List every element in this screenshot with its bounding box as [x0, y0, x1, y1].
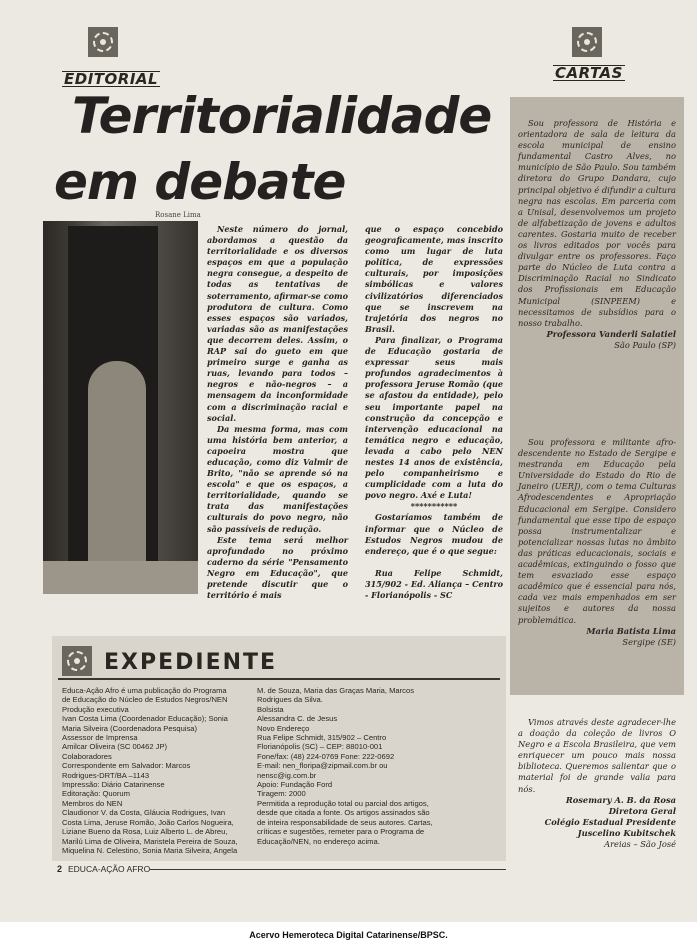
- expediente-line: Rodrigues-DRT/BA –1143: [62, 770, 150, 780]
- expediente-line: Apoio: Fundação Ford: [257, 780, 333, 790]
- expediente-line: de inteira responsabilidade de seus autores. Cartas,: [257, 817, 433, 827]
- editorial-photo: [43, 221, 198, 594]
- expediente-line: Bolsista: [257, 704, 284, 714]
- letter-place: São Paulo (SP): [614, 339, 676, 350]
- letter-signature: Rosemary A. B. da Rosa: [565, 794, 676, 805]
- expediente-line: Amilcar Oliveira (SC 00462 JP): [62, 742, 168, 752]
- letter-place: Areias – São José: [604, 839, 676, 850]
- expediente-line: E-mail: nen_floripa@zipmail.com.br ou: [257, 761, 388, 771]
- expediente-line: Editoração: Quorum: [62, 789, 130, 799]
- expediente-line: M. de Souza, Maria das Graças Maria, Marcos: [257, 686, 414, 695]
- editorial-paragraph: Este tema será melhor aprofundado no próximo caderno da série "Pensamento Negro em Educação", que pretende discutir que o território é mais: [207, 534, 348, 601]
- nen-logo-icon: [88, 27, 118, 57]
- expediente-line: de Educação do Núcleo de Estudos Negros/NEN: [62, 695, 228, 705]
- photo-credit: Rosane Lima: [155, 211, 201, 219]
- letter-signature: Professora Vanderli Salatiel: [546, 328, 676, 339]
- expediente-line: Colaboradores: [62, 751, 112, 761]
- footer-rule: [150, 869, 506, 870]
- editorial-paragraph: Para finalizar, o Programa de Educação gostaria de expressar seus mais profundos agradecimentos à professora Jeruse Romão (que se afastou da entidade), pelo seu importante papel na construção da concepção e intervenção educacional na temática negro e educação, levada a cabo pelo NEN nestes 14 anos de existência, pelo companheirismo e cumplicidade com a luta do povo negro. Axé e Luta!: [365, 334, 503, 501]
- letter-signature: Diretora Geral: [608, 805, 676, 816]
- nen-logo-icon: [62, 646, 92, 676]
- nen-logo-icon: [572, 27, 602, 57]
- letter-signature: Juscelino Kubitschek: [577, 827, 676, 838]
- editorial-paragraph: que o espaço concebido geograficamente, mas inscrito como um lugar de luta política, de expressões culturais, por imposições simbólicas e valores civilizatórios diferenciados que se inscrevem na trajetória dos negros no Brasil.: [365, 224, 503, 334]
- archive-credit: Acervo Hemeroteca Digital Catarinense/BPSC.: [249, 930, 448, 940]
- expediente-line: Membros do NEN: [62, 798, 123, 808]
- expediente-line: críticas e sugestões, remeter para o Programa de: [257, 827, 425, 837]
- letter-1: [518, 118, 676, 351]
- page-number: 2: [57, 864, 63, 874]
- expediente-line: Educação/NEN, no endereço acima.: [257, 836, 380, 846]
- expediente-line: Tiragem: 2000: [257, 789, 306, 799]
- expediente-line: Rua Felipe Schmidt, 315/902 – Centro: [257, 733, 387, 743]
- expediente-line: Impressão: Diário Catarinense: [62, 780, 165, 790]
- letter-text: Sou professora e militante afro-descendente no Estado de Sergipe e mestranda em Educação pela Universidade do Estado do Rio de Janeiro (UERJ), com o tema Culturas Afrodescendentes e Apropriação Educacional em Sergipe. Considero fundamental que esse tipo de espaço possa instrumentalizar e potencializar nossas lutas no âmbito das práticas educacionais, sociais e acadêmicas, extinguindo o fosso que tem esvaziado esse espaço acadêmico que é essencial para nós, cada vez mais empenhados em ser sujeitos e autores da nossa problemática.: [518, 437, 676, 625]
- editorial-paragraph: Neste número do jornal, abordamos a questão da territorialidade e os diversos espaços em que a população negra consegue, a despeito de todas as tentativas de soterramento, afirmar-se como produtora de cultura. Como esses espaços são variados, variadas são as manifestações que decorrem deles. Assim, o RAP sai do gueto em que primeiro surge e ganha as ruas, levando para todos – negros e não-negros – a mensagem da inconformidade com a discriminação racial e social.: [207, 224, 348, 423]
- expediente-line: Claudionor V. da Costa, Gláucia Rodrigues, Ivan: [62, 808, 226, 818]
- expediente-line: Maria Silveira (Coordenadora Pesquisa): [62, 723, 198, 733]
- cartas-section-label: CARTAS: [555, 64, 623, 82]
- publication-brand: EDUCA-AÇÃO AFRO: [68, 864, 151, 874]
- letter-signature: Colégio Estadual Presidente: [544, 816, 676, 827]
- expediente-line: Ivan Costa Lima (Coordenador Educação); Sonia: [62, 714, 228, 724]
- headline-line-1: Territorialidade: [72, 87, 492, 145]
- headline-line-2: em debate: [54, 153, 346, 211]
- expediente-line: Permitida a reprodução total ou parcial dos artigos,: [257, 798, 429, 808]
- expediente-line: desde que citada a fonte. Os artigos assinados são: [257, 808, 430, 818]
- editorial-column-1: [207, 224, 348, 601]
- expediente-column-1: [62, 686, 252, 855]
- expediente-line: Correspondente em Salvador: Marcos: [62, 761, 191, 771]
- expediente-line: Liziane Bueno da Rosa, Luiz Alberto L. de Abreu,: [62, 827, 228, 837]
- expediente-line: Florianópolis (SC) – CEP: 88010-001: [257, 742, 383, 752]
- expediente-line: nensc@ig.com.br: [257, 770, 317, 780]
- letter-text: Sou professora de História e orientadora de sala de leitura da escola municipal de ensino fundamental Castro Alves, no município de São Paulo. Sou também diretora do Grupo Dandara, cujo principal objetivo é difundir a cultura negra nas escolas. Em parceria com a Unisal, desenvolvemos um projeto de alfabetização de jovens e adultos carentes. Gostaria muito de receber os livros editados por vocês para divulgar entre os professores. Faço parte do Núcleo de Luta contra a Discriminação Racial no Sindicato dos Profissionais em Educação Municipal (SINPEEM) e necessitamos de subsídios para o nosso trabalho.: [518, 118, 676, 328]
- expediente-line: Costa Lima, Jeruse Romão, João Carlos Nogueira,: [62, 817, 234, 827]
- expediente-line: Novo Endereço: [257, 723, 310, 733]
- expediente-title: EXPEDIENTE: [104, 650, 278, 675]
- editorial-paragraph: Gostaríamos também de informar que o Núcleo de Estudos Negros mudou de endereço, que é o que segue:: [365, 512, 503, 556]
- letter-3: [518, 717, 676, 850]
- editorial-section-label: EDITORIAL: [64, 70, 159, 88]
- expediente-line: Educa-Ação Afro é uma publicação do Programa: [62, 686, 227, 695]
- address: Rua Felipe Schmidt, 315/902 - Ed. Aliança – Centro - Florianópolis - SC: [365, 567, 503, 600]
- letter-signature: Maria Batista Lima: [586, 625, 676, 636]
- expediente-line: Alessandra C. de Jesus: [257, 714, 338, 724]
- letter-2: [518, 437, 676, 648]
- expediente-line: Fone/fax: (48) 224-0769 Fone: 222-0692: [257, 751, 395, 761]
- expediente-line: Produção executiva: [62, 704, 129, 714]
- letter-place: Sergipe (SE): [622, 636, 676, 647]
- expediente-column-2: [257, 686, 502, 846]
- expediente-line: Rodrigues da Silva.: [257, 695, 323, 705]
- expediente-line: Miquelina N. Celestino, Sonia Maria Silveira, Angela: [62, 845, 238, 855]
- expediente-line: Assessor de Imprensa: [62, 733, 138, 743]
- editorial-column-2: [365, 224, 503, 601]
- expediente-line: Marilú Lima de Oliveira, Maristela Pereira de Souza,: [62, 836, 238, 846]
- editorial-paragraph: Da mesma forma, mas com uma história bem anterior, a capoeira mostra que educação, como diz Valmir de Brito, "não se aprende só na escola" e que os espaços, a territorialidade, quando se trata das manifestações culturais do povo negro, não são passíveis de redução.: [207, 423, 348, 534]
- separator: ***********: [410, 501, 458, 512]
- letter-text: Vimos através deste agradecer-lhe a doação da coleção de livros O Negro e a Escola Brasileira, que vem enriquecer um pouco mais nossa biblioteca. Queremos salientar que o material foi de grande valia para nós.: [518, 717, 676, 794]
